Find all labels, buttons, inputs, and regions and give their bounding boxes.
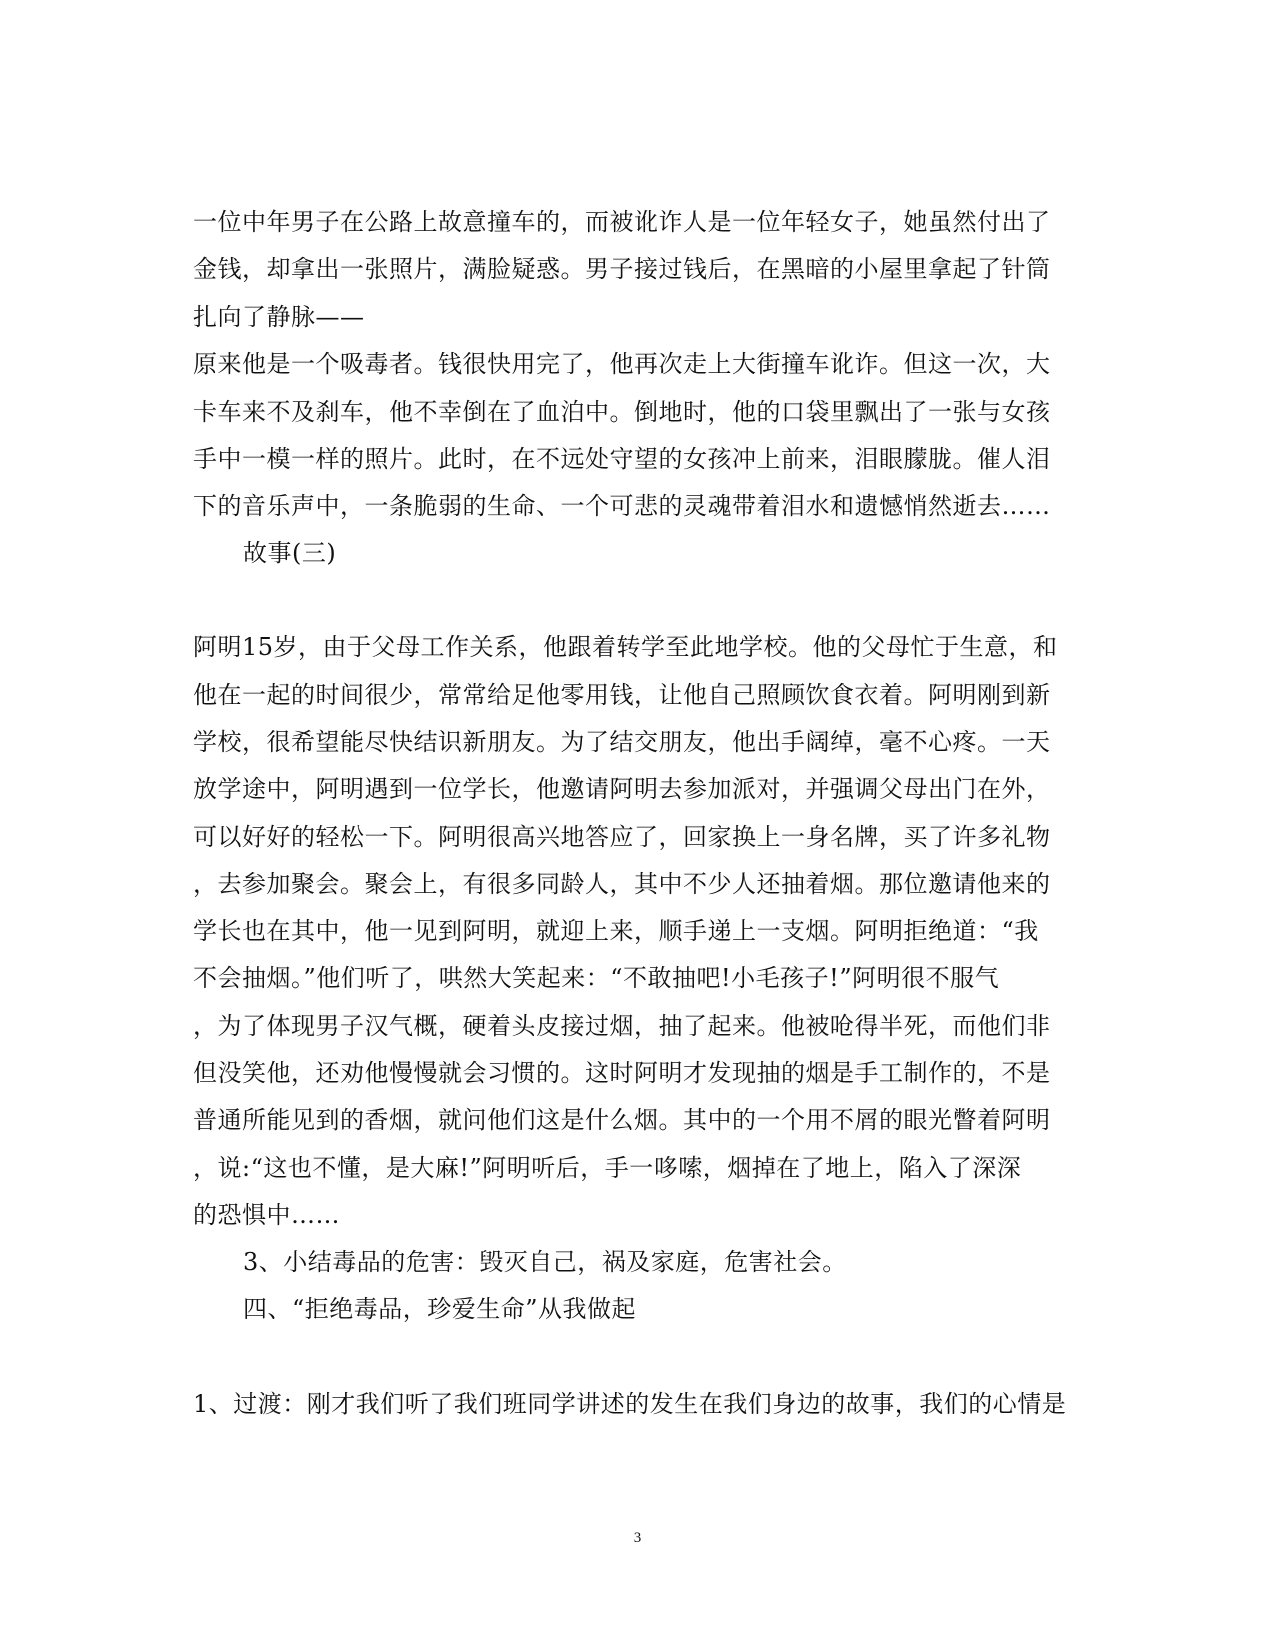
summary-point: 3、小结毒品的危害：毁灭自己，祸及家庭，危害社会。 xyxy=(243,1248,847,1276)
text-line: 放学途中，阿明遇到一位学长，他邀请阿明去参加派对，并强调父母出门在外， xyxy=(193,775,1051,803)
text-line: 扎向了静脉—— xyxy=(193,303,365,331)
text-line: ，为了体现男子汉气概，硬着头皮接过烟，抽了起来。他被呛得半死，而他们非 xyxy=(193,1012,1051,1040)
text-line: 可以好好的轻松一下。阿明很高兴地答应了，回家换上一身名牌，买了许多礼物 xyxy=(193,823,1051,851)
text-line: 的恐惧中…… xyxy=(193,1201,340,1229)
text-line: 学长也在其中，他一见到阿明，就迎上来，顺手递上一支烟。阿明拒绝道：“我 xyxy=(193,917,1039,945)
text-line: 原来他是一个吸毒者。钱很快用完了，他再次走上大街撞车讹诈。但这一次，大 xyxy=(193,350,1051,378)
text-line: ，说:“这也不懂，是大麻!”阿明听后，手一哆嗦，烟掉在了地上，陷入了深深 xyxy=(193,1154,1022,1182)
text-line: 普通所能见到的香烟，就问他们这是什么烟。其中的一个用不屑的眼光瞥着阿明 xyxy=(193,1106,1051,1134)
text-line: 下的音乐声中，一条脆弱的生命、一个可悲的灵魂带着泪水和遗憾悄然逝去…… xyxy=(193,492,1051,520)
text-line: 阿明15岁，由于父母工作关系，他跟着转学至此地学校。他的父母忙于生意，和 xyxy=(193,633,1058,661)
text-line: 他在一起的时间很少，常常给足他零用钱，让他自己照顾饮食衣着。阿明刚到新 xyxy=(193,681,1051,709)
section-heading: 四、“拒绝毒品，珍爱生命”从我做起 xyxy=(243,1295,637,1323)
text-line: 1、过渡：刚才我们听了我们班同学讲述的发生在我们身边的故事，我们的心情是 xyxy=(193,1390,1067,1418)
text-line: 金钱，却拿出一张照片，满脸疑惑。男子接过钱后，在黑暗的小屋里拿起了针筒 xyxy=(193,255,1051,283)
text-line: 手中一模一样的照片。此时，在不远处守望的女孩冲上前来，泪眼朦胧。催人泪 xyxy=(193,445,1051,473)
text-line: 一位中年男子在公路上故意撞车的，而被讹诈人是一位年轻女子，她虽然付出了 xyxy=(193,208,1051,236)
text-line: ，去参加聚会。聚会上，有很多同龄人，其中不少人还抽着烟。那位邀请他来的 xyxy=(193,870,1051,898)
text-line: 学校，很希望能尽快结识新朋友。为了结交朋友，他出手阔绰，毫不心疼。一天 xyxy=(193,728,1051,756)
text-line: 但没笑他，还劝他慢慢就会习惯的。这时阿明才发现抽的烟是手工制作的，不是 xyxy=(193,1059,1051,1087)
page-number: 3 xyxy=(633,1530,642,1546)
section-heading: 故事(三) xyxy=(243,539,337,567)
text-line: 不会抽烟。”他们听了，哄然大笑起来：“不敢抽吧!小毛孩子!”阿明很不服气 xyxy=(193,964,1000,992)
text-line: 卡车来不及刹车，他不幸倒在了血泊中。倒地时，他的口袋里飘出了一张与女孩 xyxy=(193,398,1051,426)
